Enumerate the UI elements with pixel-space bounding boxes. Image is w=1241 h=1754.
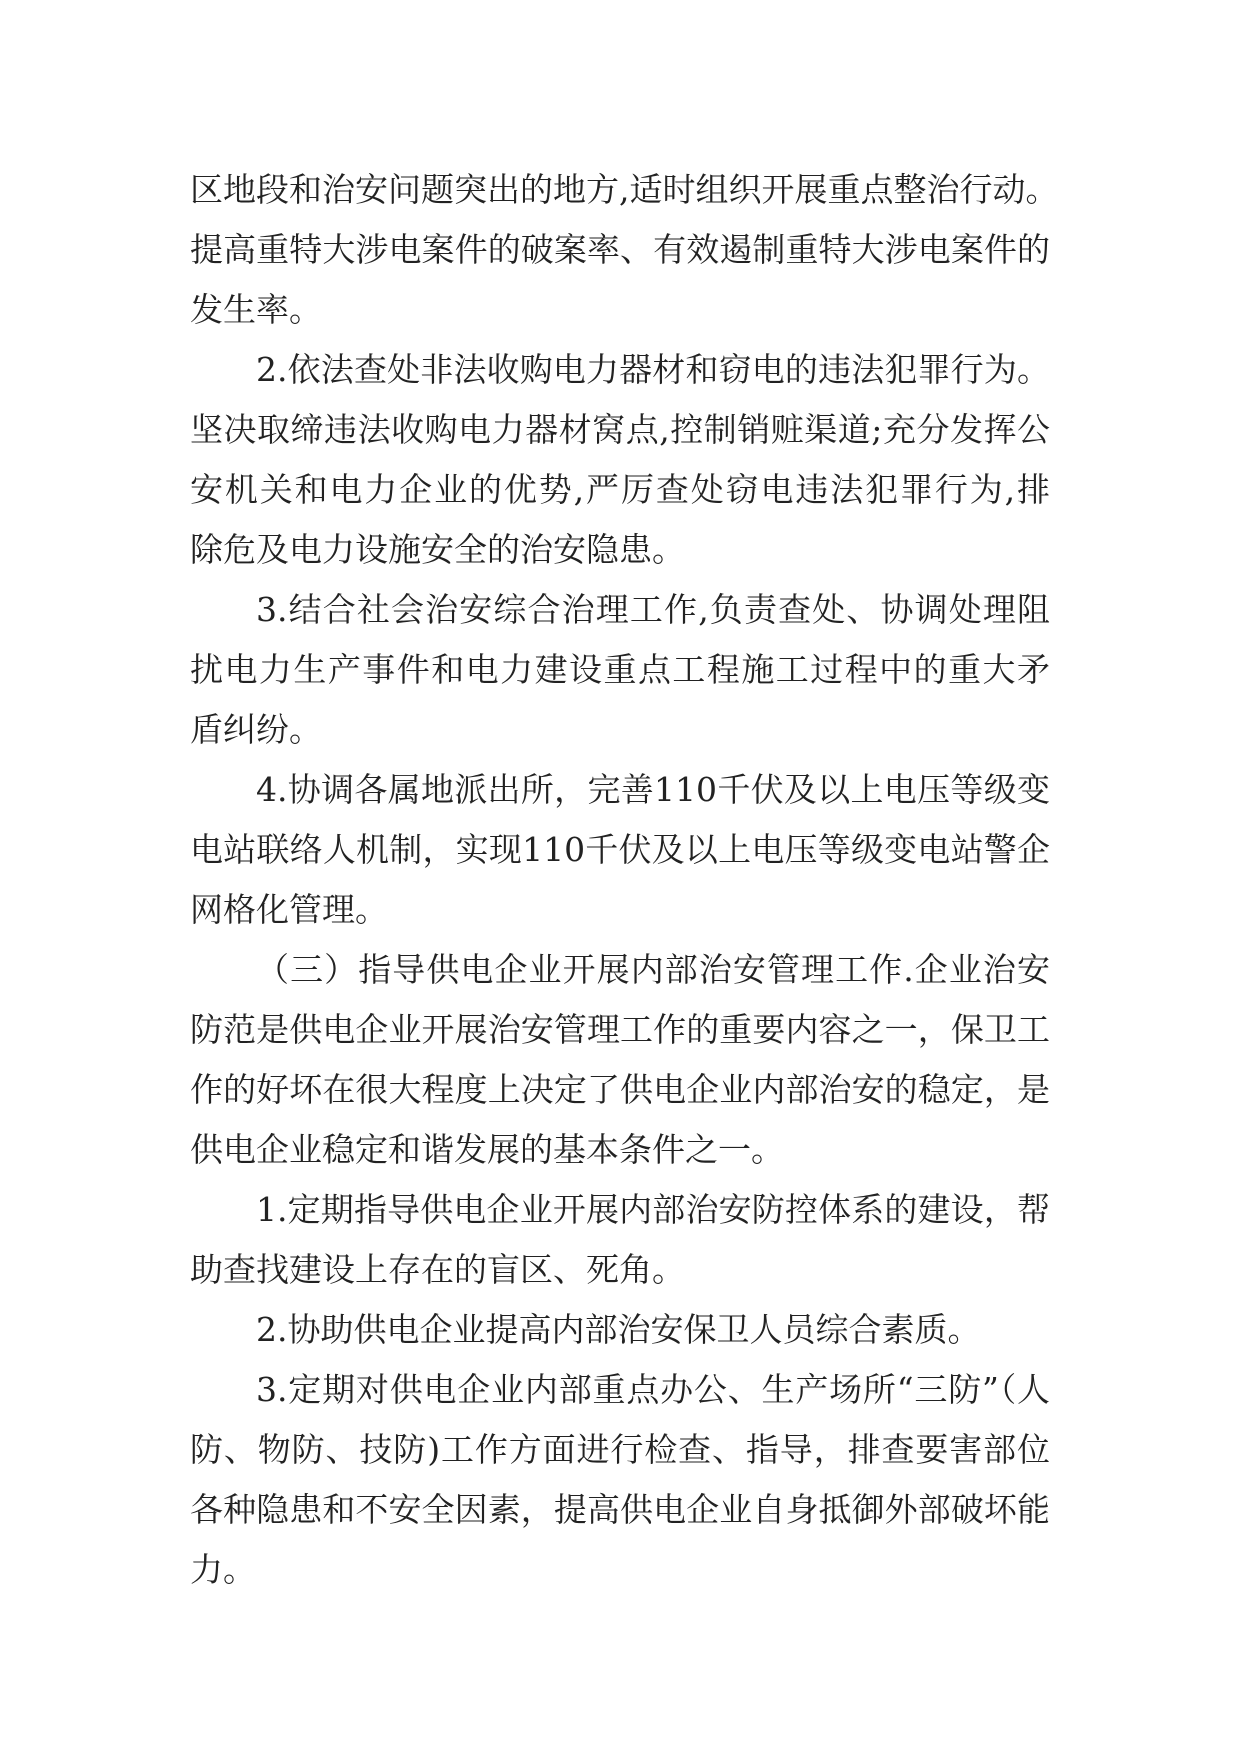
text-line: 发生率。 [190, 290, 322, 329]
text-line: 1.定期指导供电企业开展内部治安防控体系的建设，帮 [256, 1190, 1050, 1229]
text-line: 盾纠纷。 [190, 710, 322, 749]
text-line: 3.结合社会治安综合治理工作,负责查处、协调处理阻 [256, 590, 1050, 629]
text-line: 防范是供电企业开展治安管理工作的重要内容之一，保卫工 [190, 1010, 1050, 1049]
text-line: 2.依法查处非法收购电力器材和窃电的违法犯罪行为。 [256, 350, 1050, 389]
text-line: 坚决取缔违法收购电力器材窝点,控制销赃渠道;充分发挥公 [190, 410, 1050, 449]
text-line: 力。 [190, 1550, 256, 1589]
text-line: 3.定期对供电企业内部重点办公、生产场所“三防”（人 [256, 1370, 1050, 1409]
text-line: 作的好坏在很大程度上决定了供电企业内部治安的稳定，是 [190, 1070, 1050, 1109]
text-line: 4.协调各属地派出所，完善110千伏及以上电压等级变 [256, 770, 1050, 809]
text-line: 助查找建设上存在的盲区、死角。 [190, 1250, 685, 1289]
text-line: 防、物防、技防)工作方面进行检查、指导，排查要害部位 [190, 1430, 1050, 1469]
document-page [190, 160, 1059, 1600]
text-line: 供电企业稳定和谐发展的基本条件之一。 [190, 1130, 784, 1169]
text-line: 扰电力生产事件和电力建设重点工程施工过程中的重大矛 [190, 650, 1050, 689]
text-line: 提高重特大涉电案件的破案率、有效遏制重特大涉电案件的 [190, 230, 1050, 269]
text-line: 2.协助供电企业提高内部治安保卫人员综合素质。 [256, 1310, 981, 1349]
text-line: 区地段和治安问题突出的地方,适时组织开展重点整治行动。 [190, 170, 1059, 209]
text-line: 安机关和电力企业的优势,严厉查处窃电违法犯罪行为,排 [190, 470, 1050, 509]
text-line: 电站联络人机制，实现110千伏及以上电压等级变电站警企 [190, 830, 1050, 869]
text-line: 各种隐患和不安全因素，提高供电企业自身抵御外部破坏能 [190, 1490, 1050, 1529]
text-line: （三）指导供电企业开展内部治安管理工作.企业治安 [256, 950, 1050, 989]
text-line: 除危及电力设施安全的治安隐患。 [190, 530, 685, 569]
text-line: 网格化管理。 [190, 890, 388, 929]
